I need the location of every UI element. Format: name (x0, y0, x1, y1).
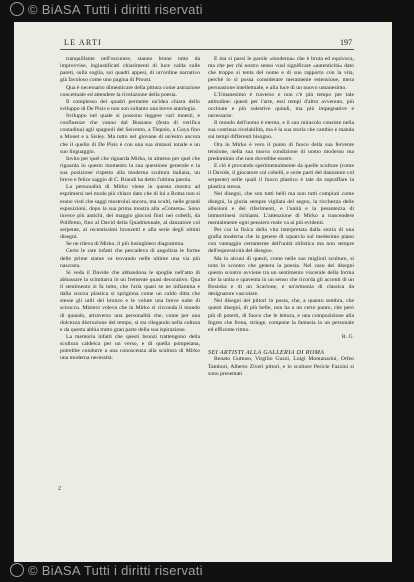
paragraph: Per cui la fisica della vita interpretata dalla storia di una grafia moderna che la genere di squarcio sul medesimo piano con vantaggio certamente dell'unità stilistica ma non sempre dell'espressività del disegno. (208, 227, 354, 255)
journal-title: LE ARTI (64, 38, 102, 47)
author-signature: R. G. (341, 333, 354, 340)
paragraph: La personalità di Mirko viene in questa mostra ad esprimersi nel modo più chiaro dato che di lui a Roma non si erano visti che saggi mostrolui ancora, ma sculti, nelle grandi esposizioni, dopo la sua prima mostra alla «Cometa». Sono invece più antichi, dei maggio giocosi fiori nei cobelli, da Polifemo, fino al David della Quadriennale, al danzatore col serpente, ai recentissimi bronzetti e alla serie degli ultimi disegni. (60, 184, 200, 241)
paragraph: E ma si passi le parole «moderna» che è bruta ed equivoca, ma che per chi nostro senso vuol significare «autenticità» dato che troppo si tenta del nome e di suo rapporto con la vita, perché lo si possa considerare meramente estensione, mera persuasione intellettuale, e alla luce di un nuovo umanesimo. (208, 56, 354, 91)
paragraph: E ciò è provando sperimentalmente da quelle sculture (come il Davide, il giocatore col cobelli, e certe parti del danzatore col serpente) nelle quali il fuoco plastico è tale da sopraffare la plastica stessa. (208, 162, 354, 191)
paragraph: Invito per quel che riguarda Mirko, in almeno per quel che riguarda in questo momento la sua questione generale e la sua posizione rispetto alla moderna scultura italiana, un breve e felice saggio di C. Brandi ha detto l'ultima parola. (60, 155, 200, 184)
right-column (208, 56, 354, 378)
copyright-logo-icon (10, 2, 24, 16)
watermark-text: © BiASA Tutti i diritti riservati (28, 2, 203, 17)
watermark-text: © BiASA Tutti i diritti riservati (28, 563, 203, 578)
paragraph: L'Umanesimo è traverso e non c'è più tempo per tale attitudine: questi per l'arte, essi tempi d'altro avvenuto, più occhiute e più solestive quindi, ma più impegnative e necessarie. (208, 91, 354, 119)
page-number: 197 (340, 38, 352, 47)
paragraph: Nei disegni dei pittori in posta, che, a quanto sembra, che questi disegni, di più belle, non ha a un certo punto, che però più di poterti, di fuoco che le lettura, e una composizione alla Ingres che frena, stringe, compone la fantasia in un personale ed efficente ritmo. (208, 298, 354, 333)
watermark-bottom (0, 563, 414, 578)
paragraph: Ma in alcuni di questi, come nelle sue migliori sculture, si nota lo scontro che genera la poesia. Nel caso dei disegni questo scontro avviene tra un sentimento viscerale della forma che la unita e spaventa in un senso che ricorda gli accenti di un Bosioka e di un Scarione, e un'armonia di classica da designatore vascolare. (208, 255, 354, 298)
watermark-top (0, 2, 414, 17)
left-column (60, 56, 200, 362)
paragraph: Certo le rare infatti che percadeva di angolista le forme delle prime statue va trovando nelle ultime una via più nascosta. (60, 248, 200, 269)
paragraph: Il mondo dell'uomo è eterno, e il suo miracolo consiste nella sua continua rivelabilità, ma è la sua storia che cambio e manda sui tempi differenti bisogno. (208, 120, 354, 141)
paragraph: La memoria infatti che questi bronzi trattengono della scultura caldeica per un verso, e di quella pompeiana, potrebbe condurre a una conoscenza alla scultura di Mirko una moderna necessità. (60, 333, 200, 362)
paragraph: Il complesso dei quadri permette un'idea chiara dello sviluppo di De Pisis e non son soltanto una breve antologia. (60, 98, 200, 112)
section-title: SEI ARTISTI ALLA GALLERIA DI ROMA (208, 349, 325, 356)
paragraph: Se ne rileva di Mirko, il più lusinghiero diagramma. (66, 241, 185, 248)
paragraph: Ora in Mirko è vero il punto di fuoco della sua fervente tensione, nella sua nuova condizione di uomo moderno ma predominio che non dovrebbe essere. (208, 141, 354, 162)
paragraph: Qua è necessario dimenticare della pittura come astrazione concettuale ed attendere la rivelazione della poesia. (60, 84, 200, 98)
footer-mark: 2 (58, 486, 61, 492)
paragraph: Nei disegni, che son tutti belli ma non tutti compiuti come disegni, la giuria sempre vigilata del segno, la ricchezza delle allusioni e dei riferimenti, e l'unità e la pesantezza di immortinesi richiami. L'attenzione di Mirko a trascendere mentalmente ogni pensiero reale va ai più evidenti. (208, 191, 354, 226)
paragraph: Sviluppo nel quale si possono leggere vari innesti, e confluenze che vanno dal Bussano (festa di verifica contadina) agli spagnoli del Seicento, a Tiepolo, a Goya fino a Monet e a Sisley. Ma tutto nel giovane di un'estro ancora che il quello di De Pisis è con una sua sintassi tonale e un suo linguaggio. (60, 113, 200, 155)
section-paragraph: Renato Guttuso, Virgilio Guzzi, Luigi Montanarini, Orfeo Tamburi, Alberto Ziveri pittori, e lo scultore Pericle Fazzini si sono presentati (208, 356, 354, 377)
paragraph: Si veda il Davide che abbandona le spoglie nell'atto di abbassare la scimitarra in un fremente quasi decorativo. Qua il sentimento si fa tutto, che l'aria quasi se ne infiamma e dalla scorza plastica si sprigiona come un caldo ditta che stesse gli utili del bronzo e le volute una breve nube di scirocco. Mistero voleva che in Mirko si circonda il mondo di quando, attraverso una personalità che, come per una dolcezza distruzione del tempo, si sta rilegando nella cultura e da questa abbia tratto gran parte della sua ispirazione. (60, 269, 200, 333)
copyright-logo-icon (10, 563, 24, 577)
paragraph: tranquillante nell'oscurare, stanno brune tutto da improvvise, ingiustificati chiarimenti di luce calda sulle pareti, sulla soglia, sui quadri appesi, di un'ordine narrativo già favoloso come uno pagina di Proust. (60, 56, 200, 84)
header-rule (60, 49, 354, 50)
